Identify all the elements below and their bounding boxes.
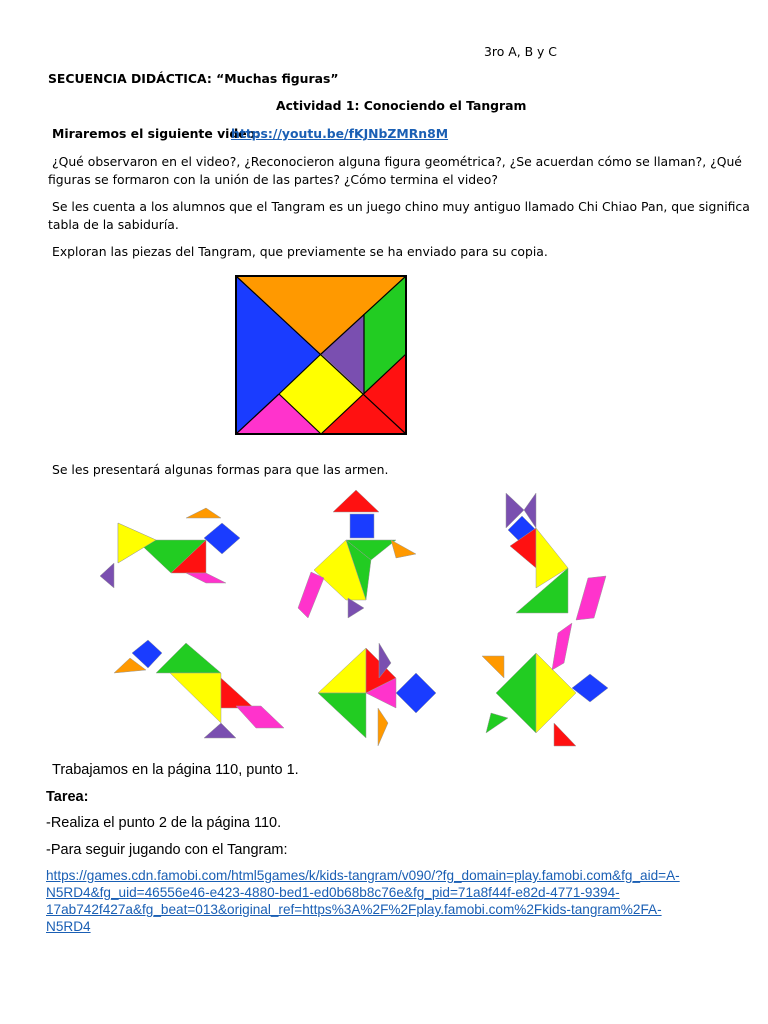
sequence-title: SECUENCIA DIDÁCTICA: “Muchas figuras” bbox=[48, 71, 339, 86]
story-line-2: tabla de la sabiduría. bbox=[48, 217, 179, 232]
cat-shape bbox=[506, 493, 606, 620]
questions-line-2: figuras se formaron con la unión de las partes? ¿Cómo termina el video? bbox=[48, 172, 498, 187]
homework-title: Tarea: bbox=[46, 789, 89, 805]
grade-label: 3ro A, B y C bbox=[484, 44, 557, 59]
game-link-line-1[interactable]: https://games.cdn.famobi.com/html5games/k/kids-tangram/v090/?fg_domain=play.famobi.com&fg_aid=A- bbox=[46, 868, 680, 883]
game-link-line-4[interactable]: N5RD4 bbox=[46, 919, 91, 934]
shapes-intro-text: Se les presentará algunas formas para que las armen. bbox=[52, 462, 389, 477]
homework-item-1: -Realiza el punto 2 de la página 110. bbox=[46, 815, 282, 831]
turtle-shape bbox=[482, 623, 608, 746]
bird-shape bbox=[298, 490, 416, 618]
fish-shape bbox=[318, 643, 436, 746]
page-work-text: Trabajamos en la página 110, punto 1. bbox=[52, 762, 299, 778]
video-link[interactable]: https://youtu.be/fKJNbZMRn8M bbox=[231, 126, 449, 141]
explore-text: Exploran las piezas del Tangram, que previamente se ha enviado para su copia. bbox=[52, 244, 548, 259]
dog-shape bbox=[100, 508, 240, 588]
video-label: Miraremos el siguiente video: bbox=[52, 126, 261, 141]
game-link-line-2[interactable]: N5RD4&fg_uid=46556e46-e423-4880-bed1-ed0b68b8c76e&fg_pid=71a8f44f-e82d-4771-9394- bbox=[46, 885, 620, 900]
game-link-line-3[interactable]: 17ab742f427a&fg_beat=013&original_ref=https%3A%2F%2Fplay.famobi.com%2Fkids-tangram%2FA- bbox=[46, 902, 662, 917]
questions-line-1: ¿Qué observaron en el video?, ¿Reconocieron alguna figura geométrica?, ¿Se acuerdan cómo se llaman?, ¿Qué bbox=[52, 154, 742, 169]
activity-title: Actividad 1: Conociendo el Tangram bbox=[276, 98, 527, 113]
tangram-square-illustration bbox=[234, 274, 410, 438]
tangram-shapes-illustration bbox=[96, 488, 616, 750]
homework-item-2: -Para seguir jugando con el Tangram: bbox=[46, 842, 288, 858]
duck-shape bbox=[114, 640, 284, 738]
story-line-1: Se les cuenta a los alumnos que el Tangram es un juego chino muy antiguo llamado Chi Chiao Pan, que significa bbox=[52, 199, 750, 214]
